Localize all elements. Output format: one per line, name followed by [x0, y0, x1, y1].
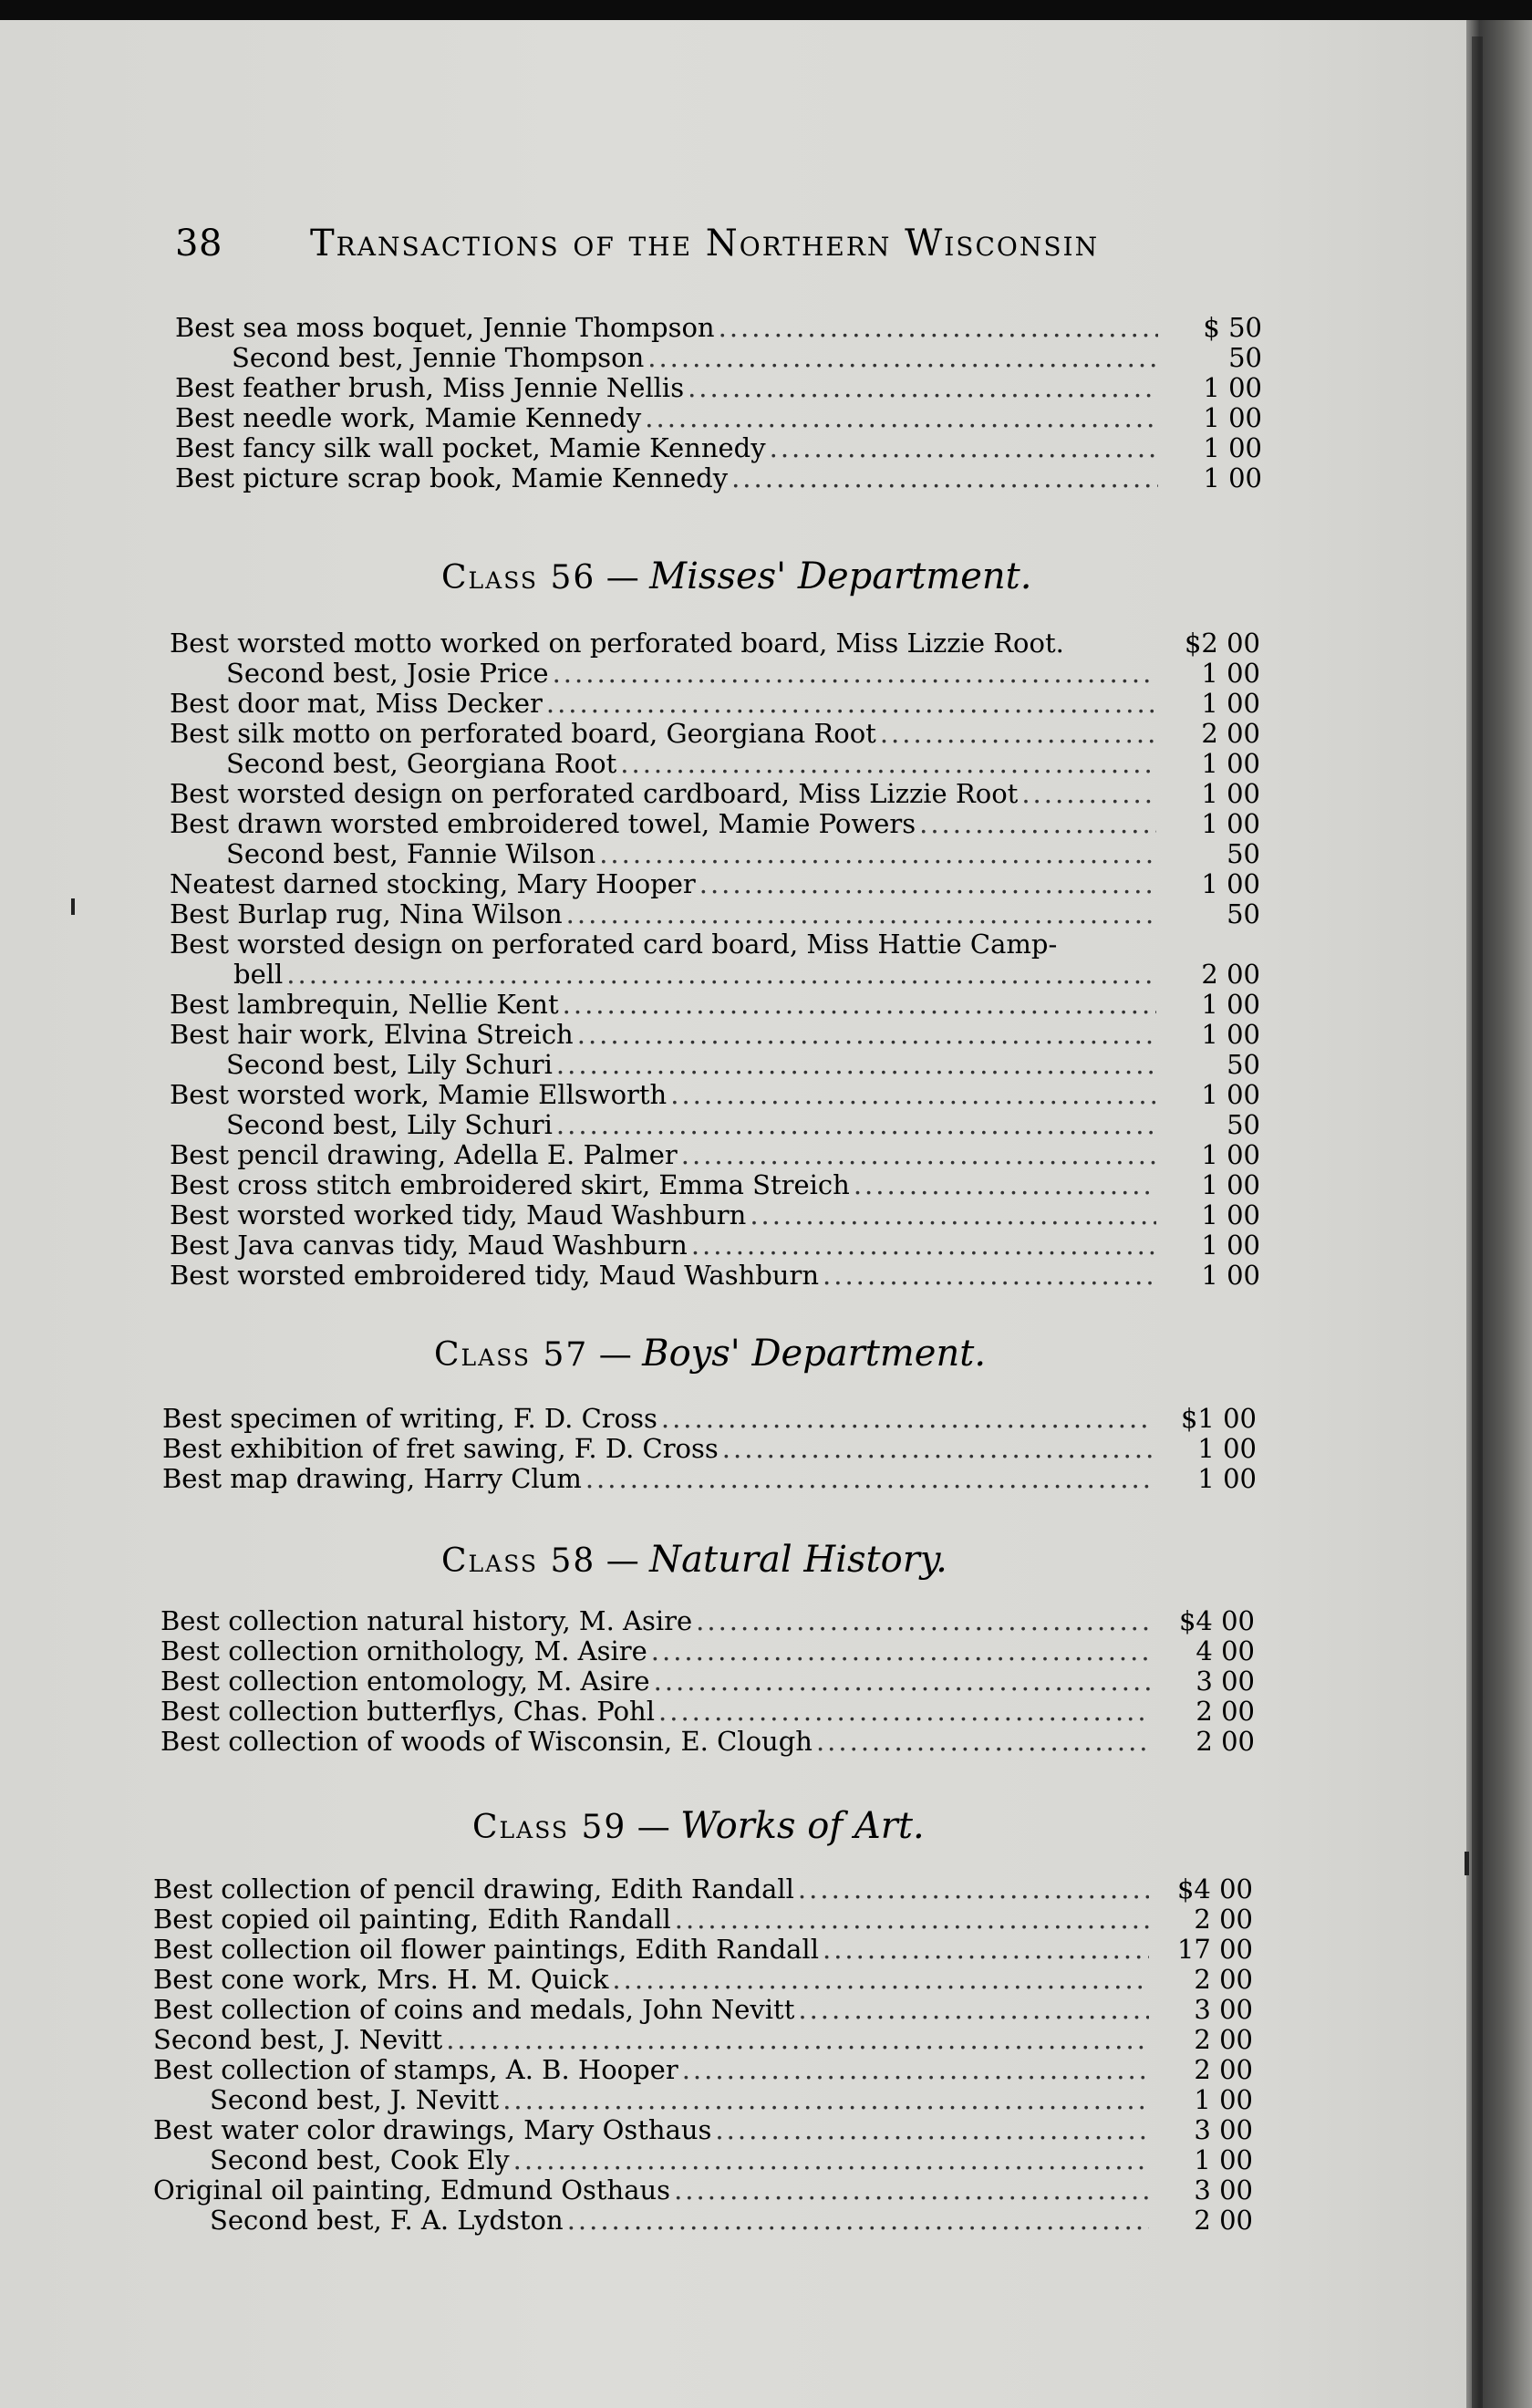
entry-row [153, 2054, 1253, 2085]
class-label: Class 59 [472, 1809, 627, 1846]
entry-amount: 1 00 [1201, 1169, 1260, 1200]
dot-leader [670, 1079, 1156, 1110]
dot-leader [722, 1433, 1153, 1464]
entry-amount: 2 00 [1201, 718, 1260, 749]
entry-row [170, 658, 1260, 689]
entry-text: Best exhibition of fret sawing, F. D. Cross [162, 1433, 719, 1464]
entry-amount: 1 00 [1197, 1463, 1257, 1494]
entry-amount: 1 00 [1203, 402, 1262, 433]
heading-dash: — [626, 1809, 681, 1846]
entry-text: Best collection natural history, M. Asire [160, 1605, 693, 1636]
entry-text: Best Java canvas tidy, Maud Washburn [170, 1230, 688, 1261]
class-subtitle: Misses' Department. [649, 555, 1032, 597]
entry-amount: 1 00 [1201, 1199, 1260, 1230]
entry-text: Best collection ornithology, M. Asire [160, 1635, 647, 1666]
entry-amount: 1 00 [1194, 2144, 1253, 2175]
entry-row [160, 1635, 1255, 1666]
entry-amount: 1 00 [1201, 658, 1260, 689]
entry-row [175, 372, 1262, 403]
entry-amount: 2 00 [1194, 2205, 1253, 2236]
page-number: 38 [175, 223, 223, 265]
entry-row [153, 2205, 1253, 2236]
entry-amount: 1 00 [1197, 1433, 1257, 1464]
heading-dash: — [595, 559, 650, 597]
dot-leader [731, 462, 1158, 493]
dot-leader [715, 2114, 1149, 2145]
class-label: Class 58 [441, 1542, 596, 1580]
entry-row [153, 1873, 1253, 1905]
entry-text: Best worsted embroidered tidy, Maud Washburn [170, 1260, 820, 1291]
entry-text: Best Burlap rug, Nina Wilson [170, 898, 563, 929]
entry-text: Best pencil drawing, Adella E. Palmer [170, 1139, 678, 1170]
entry-text: Best worsted motto worked on perforated board, Miss Lizzie Root. [170, 628, 1064, 659]
entry-text: Best picture scrap book, Mamie Kennedy [175, 462, 729, 493]
entry-amount: $4 00 [1178, 1605, 1255, 1636]
entry-row [153, 1904, 1253, 1935]
entry-text: Best collection of woods of Wisconsin, E. Clough [160, 1726, 813, 1757]
dot-leader [688, 372, 1158, 403]
dot-leader [577, 1019, 1156, 1050]
entry-amount: 1 00 [1194, 2084, 1253, 2115]
dot-leader [682, 2054, 1149, 2085]
entry-amount: 3 00 [1196, 1666, 1255, 1697]
entry-text: Best map drawing, Harry Clum [162, 1463, 582, 1494]
dot-leader [816, 1726, 1151, 1757]
entry-amount: 50 [1227, 1049, 1260, 1080]
entry-amount: 2 00 [1201, 959, 1260, 990]
running-title: Transactions of the Northern Wisconsin [310, 223, 1100, 265]
entry-amount: 1 00 [1203, 462, 1262, 493]
entry-amount: 2 00 [1194, 2024, 1253, 2055]
entry-text: Best worsted work, Mamie Ellsworth [170, 1079, 668, 1110]
entry-row [170, 808, 1260, 839]
dot-leader [556, 1109, 1156, 1140]
dot-leader [620, 748, 1156, 779]
entry-row [153, 2144, 1253, 2175]
entry-row [153, 2084, 1253, 2115]
dot-leader [513, 2144, 1149, 2175]
class-heading [441, 1538, 947, 1582]
dot-leader [647, 342, 1158, 373]
entry-text: Best collection of coins and medals, John Nevitt [153, 1994, 795, 2025]
entry-text: Best cone work, Mrs. H. M. Quick [153, 1964, 609, 1995]
entry-row [170, 868, 1260, 899]
entry-amount: 50 [1227, 898, 1260, 929]
entry-row [153, 2114, 1253, 2145]
entry-amount: 1 00 [1201, 1019, 1260, 1050]
dot-leader [661, 1403, 1153, 1434]
entry-text: Best specimen of writing, F. D. Cross [162, 1403, 657, 1434]
entry-text: Best collection butterflys, Chas. Pohl [160, 1696, 656, 1727]
class-label: Class 56 [441, 559, 596, 597]
entry-text: Second best, Georgiana Root [226, 748, 617, 779]
dot-leader [502, 2084, 1149, 2115]
dot-leader [658, 1696, 1151, 1727]
entry-row [153, 2174, 1253, 2206]
entry-row [153, 2024, 1253, 2055]
entry-amount: $ 50 [1203, 312, 1262, 343]
dot-leader [446, 2024, 1149, 2055]
class-heading [472, 1804, 925, 1848]
class-label: Class 57 [434, 1336, 589, 1374]
entry-text: Best cross stitch embroidered skirt, Emma Streich [170, 1169, 850, 1200]
entry-row [162, 1433, 1257, 1464]
entry-text: Second best, Josie Price [226, 658, 549, 689]
entry-row [153, 1994, 1253, 2025]
heading-dash: — [595, 1542, 650, 1580]
dot-leader [556, 1049, 1156, 1080]
dot-leader [750, 1199, 1156, 1230]
entry-row [170, 778, 1260, 809]
entry-row [160, 1666, 1255, 1697]
entry-row [160, 1696, 1255, 1727]
entry-amount: 1 00 [1201, 1260, 1260, 1291]
entry-amount: 50 [1227, 1109, 1260, 1140]
entry-text: Second best, J. Nevitt [210, 2084, 500, 2115]
spine-shadow [1472, 36, 1483, 2408]
dot-leader [563, 989, 1156, 1020]
entry-amount: 1 00 [1201, 748, 1260, 779]
entry-row [175, 402, 1262, 433]
entry-row [160, 1726, 1255, 1757]
entry-row [162, 1403, 1257, 1434]
entry-text: Best worsted design on perforated card board, Miss Hattie Camp- [170, 929, 1058, 960]
top-dark-border [0, 0, 1532, 20]
entry-text: Best lambrequin, Nellie Kent [170, 989, 559, 1020]
entry-amount: 1 00 [1201, 688, 1260, 719]
entry-text: Second best, Lily Schuri [226, 1109, 553, 1140]
entry-amount: 1 00 [1201, 868, 1260, 899]
dot-leader [691, 1230, 1156, 1261]
dot-leader [798, 1994, 1149, 2025]
entry-row [170, 1199, 1260, 1230]
entry-amount: 1 00 [1203, 432, 1262, 463]
dot-leader [880, 718, 1156, 749]
dot-leader [654, 1666, 1151, 1697]
entry-text: Best hair work, Elvina Streich [170, 1019, 574, 1050]
entry-text: bell [233, 959, 284, 990]
entry-row [170, 989, 1260, 1020]
entry-amount: 4 00 [1196, 1635, 1255, 1666]
entry-text: Best worsted design on perforated cardboard, Miss Lizzie Root [170, 778, 1019, 809]
dot-leader [1021, 778, 1156, 809]
running-header [164, 206, 1185, 265]
dot-leader [770, 432, 1158, 463]
dot-leader [854, 1169, 1156, 1200]
class-heading [434, 1332, 986, 1375]
entry-text: Best door mat, Miss Decker [170, 688, 543, 719]
entry-text: Best needle work, Mamie Kennedy [175, 402, 642, 433]
entry-row [170, 959, 1260, 990]
entry-amount: $4 00 [1176, 1873, 1253, 1905]
entry-row [170, 1079, 1260, 1110]
entry-amount: 17 00 [1176, 1934, 1253, 1965]
entry-amount: 2 00 [1194, 1964, 1253, 1995]
entry-amount: 1 00 [1201, 808, 1260, 839]
entry-text: Best sea moss boquet, Jennie Thompson [175, 312, 715, 343]
dot-leader [823, 1260, 1156, 1291]
entry-text: Second best, Lily Schuri [226, 1049, 553, 1080]
dot-leader [675, 1904, 1149, 1935]
entry-row [170, 1109, 1260, 1140]
entry-text: Best silk motto on perforated board, Georgiana Root [170, 718, 876, 749]
entry-row [170, 898, 1260, 929]
entry-row [153, 1964, 1253, 1995]
entry-row [175, 342, 1262, 373]
entry-row [170, 688, 1260, 719]
entry-row [153, 1934, 1253, 1965]
entry-amount: 2 00 [1194, 2054, 1253, 2085]
entry-text: Best feather brush, Miss Jennie Nellis [175, 372, 685, 403]
entry-amount: 1 00 [1201, 989, 1260, 1020]
entry-row [175, 462, 1262, 493]
dot-leader [674, 2174, 1149, 2206]
entry-amount: 2 00 [1194, 1904, 1253, 1935]
entry-row [170, 1169, 1260, 1200]
dot-leader [699, 868, 1156, 899]
dot-leader [645, 402, 1158, 433]
entry-row [170, 838, 1260, 869]
dot-leader [566, 898, 1156, 929]
dot-leader [651, 1635, 1151, 1666]
dot-leader [798, 1873, 1149, 1905]
class-subtitle: Works of Art. [680, 1805, 925, 1847]
dot-leader [612, 1964, 1149, 1995]
entry-row [170, 718, 1260, 749]
dot-leader [553, 658, 1156, 689]
entry-text: Second best, F. A. Lydston [210, 2205, 564, 2236]
entry-text: Best water color drawings, Mary Osthaus [153, 2114, 712, 2145]
entry-amount: 50 [1228, 342, 1262, 373]
dot-leader [696, 1605, 1151, 1636]
entry-row [162, 1463, 1257, 1494]
entry-row [170, 1019, 1260, 1050]
entry-amount: 1 00 [1201, 1079, 1260, 1110]
entry-amount: 3 00 [1194, 2114, 1253, 2145]
entry-row [175, 432, 1262, 463]
entry-text: Best worsted worked tidy, Maud Washburn [170, 1199, 747, 1230]
dot-leader [681, 1139, 1156, 1170]
entry-row [160, 1605, 1255, 1636]
entry-amount: 2 00 [1196, 1696, 1255, 1727]
class-heading [441, 555, 1031, 598]
dot-leader [919, 808, 1156, 839]
entry-amount: 2 00 [1196, 1726, 1255, 1757]
entry-amount: 3 00 [1194, 2174, 1253, 2206]
entry-text: Original oil painting, Edmund Osthaus [153, 2174, 671, 2206]
heading-dash: — [588, 1336, 643, 1374]
dot-leader [823, 1934, 1149, 1965]
dot-leader [719, 312, 1158, 343]
entry-text: Second best, Cook Ely [210, 2144, 510, 2175]
dot-leader [286, 959, 1156, 990]
dot-leader [599, 838, 1156, 869]
entry-text: Best collection entomology, M. Asire [160, 1666, 650, 1697]
entry-amount: 50 [1227, 838, 1260, 869]
entry-text: Best collection of stamps, A. B. Hooper [153, 2054, 678, 2085]
entry-text: Best copied oil painting, Edith Randall [153, 1904, 671, 1935]
entry-row [170, 929, 1260, 960]
entry-amount: $1 00 [1180, 1403, 1257, 1434]
entry-amount: 1 00 [1201, 778, 1260, 809]
entry-amount: 1 00 [1201, 1139, 1260, 1170]
class-subtitle: Natural History. [649, 1539, 947, 1581]
dot-leader [567, 2205, 1149, 2236]
entry-text: Second best, Jennie Thompson [232, 342, 645, 373]
entry-text: Second best, Fannie Wilson [226, 838, 596, 869]
class-subtitle: Boys' Department. [642, 1333, 987, 1375]
entry-amount: 1 00 [1203, 372, 1262, 403]
entry-text: Best collection of pencil drawing, Edith Randall [153, 1873, 794, 1905]
entry-row [170, 1139, 1260, 1170]
entry-amount: 3 00 [1194, 1994, 1253, 2025]
entry-row [170, 1260, 1260, 1291]
entry-text: Best drawn worsted embroidered towel, Mamie Powers [170, 808, 916, 839]
entry-text: Best fancy silk wall pocket, Mamie Kennedy [175, 432, 766, 463]
dot-leader [585, 1463, 1153, 1494]
entry-amount: $2 00 [1184, 628, 1260, 659]
entry-row [170, 748, 1260, 779]
entry-row [170, 628, 1260, 659]
entry-row [170, 1049, 1260, 1080]
margin-speck [1465, 1852, 1469, 1875]
margin-speck [71, 898, 75, 915]
entry-row [170, 1230, 1260, 1261]
entry-text: Neatest darned stocking, Mary Hooper [170, 868, 696, 899]
dot-leader [546, 688, 1156, 719]
entry-text: Best collection oil flower paintings, Edith Randall [153, 1934, 819, 1965]
entry-row [175, 312, 1262, 343]
entry-amount: 1 00 [1201, 1230, 1260, 1261]
entry-text: Second best, J. Nevitt [153, 2024, 443, 2055]
